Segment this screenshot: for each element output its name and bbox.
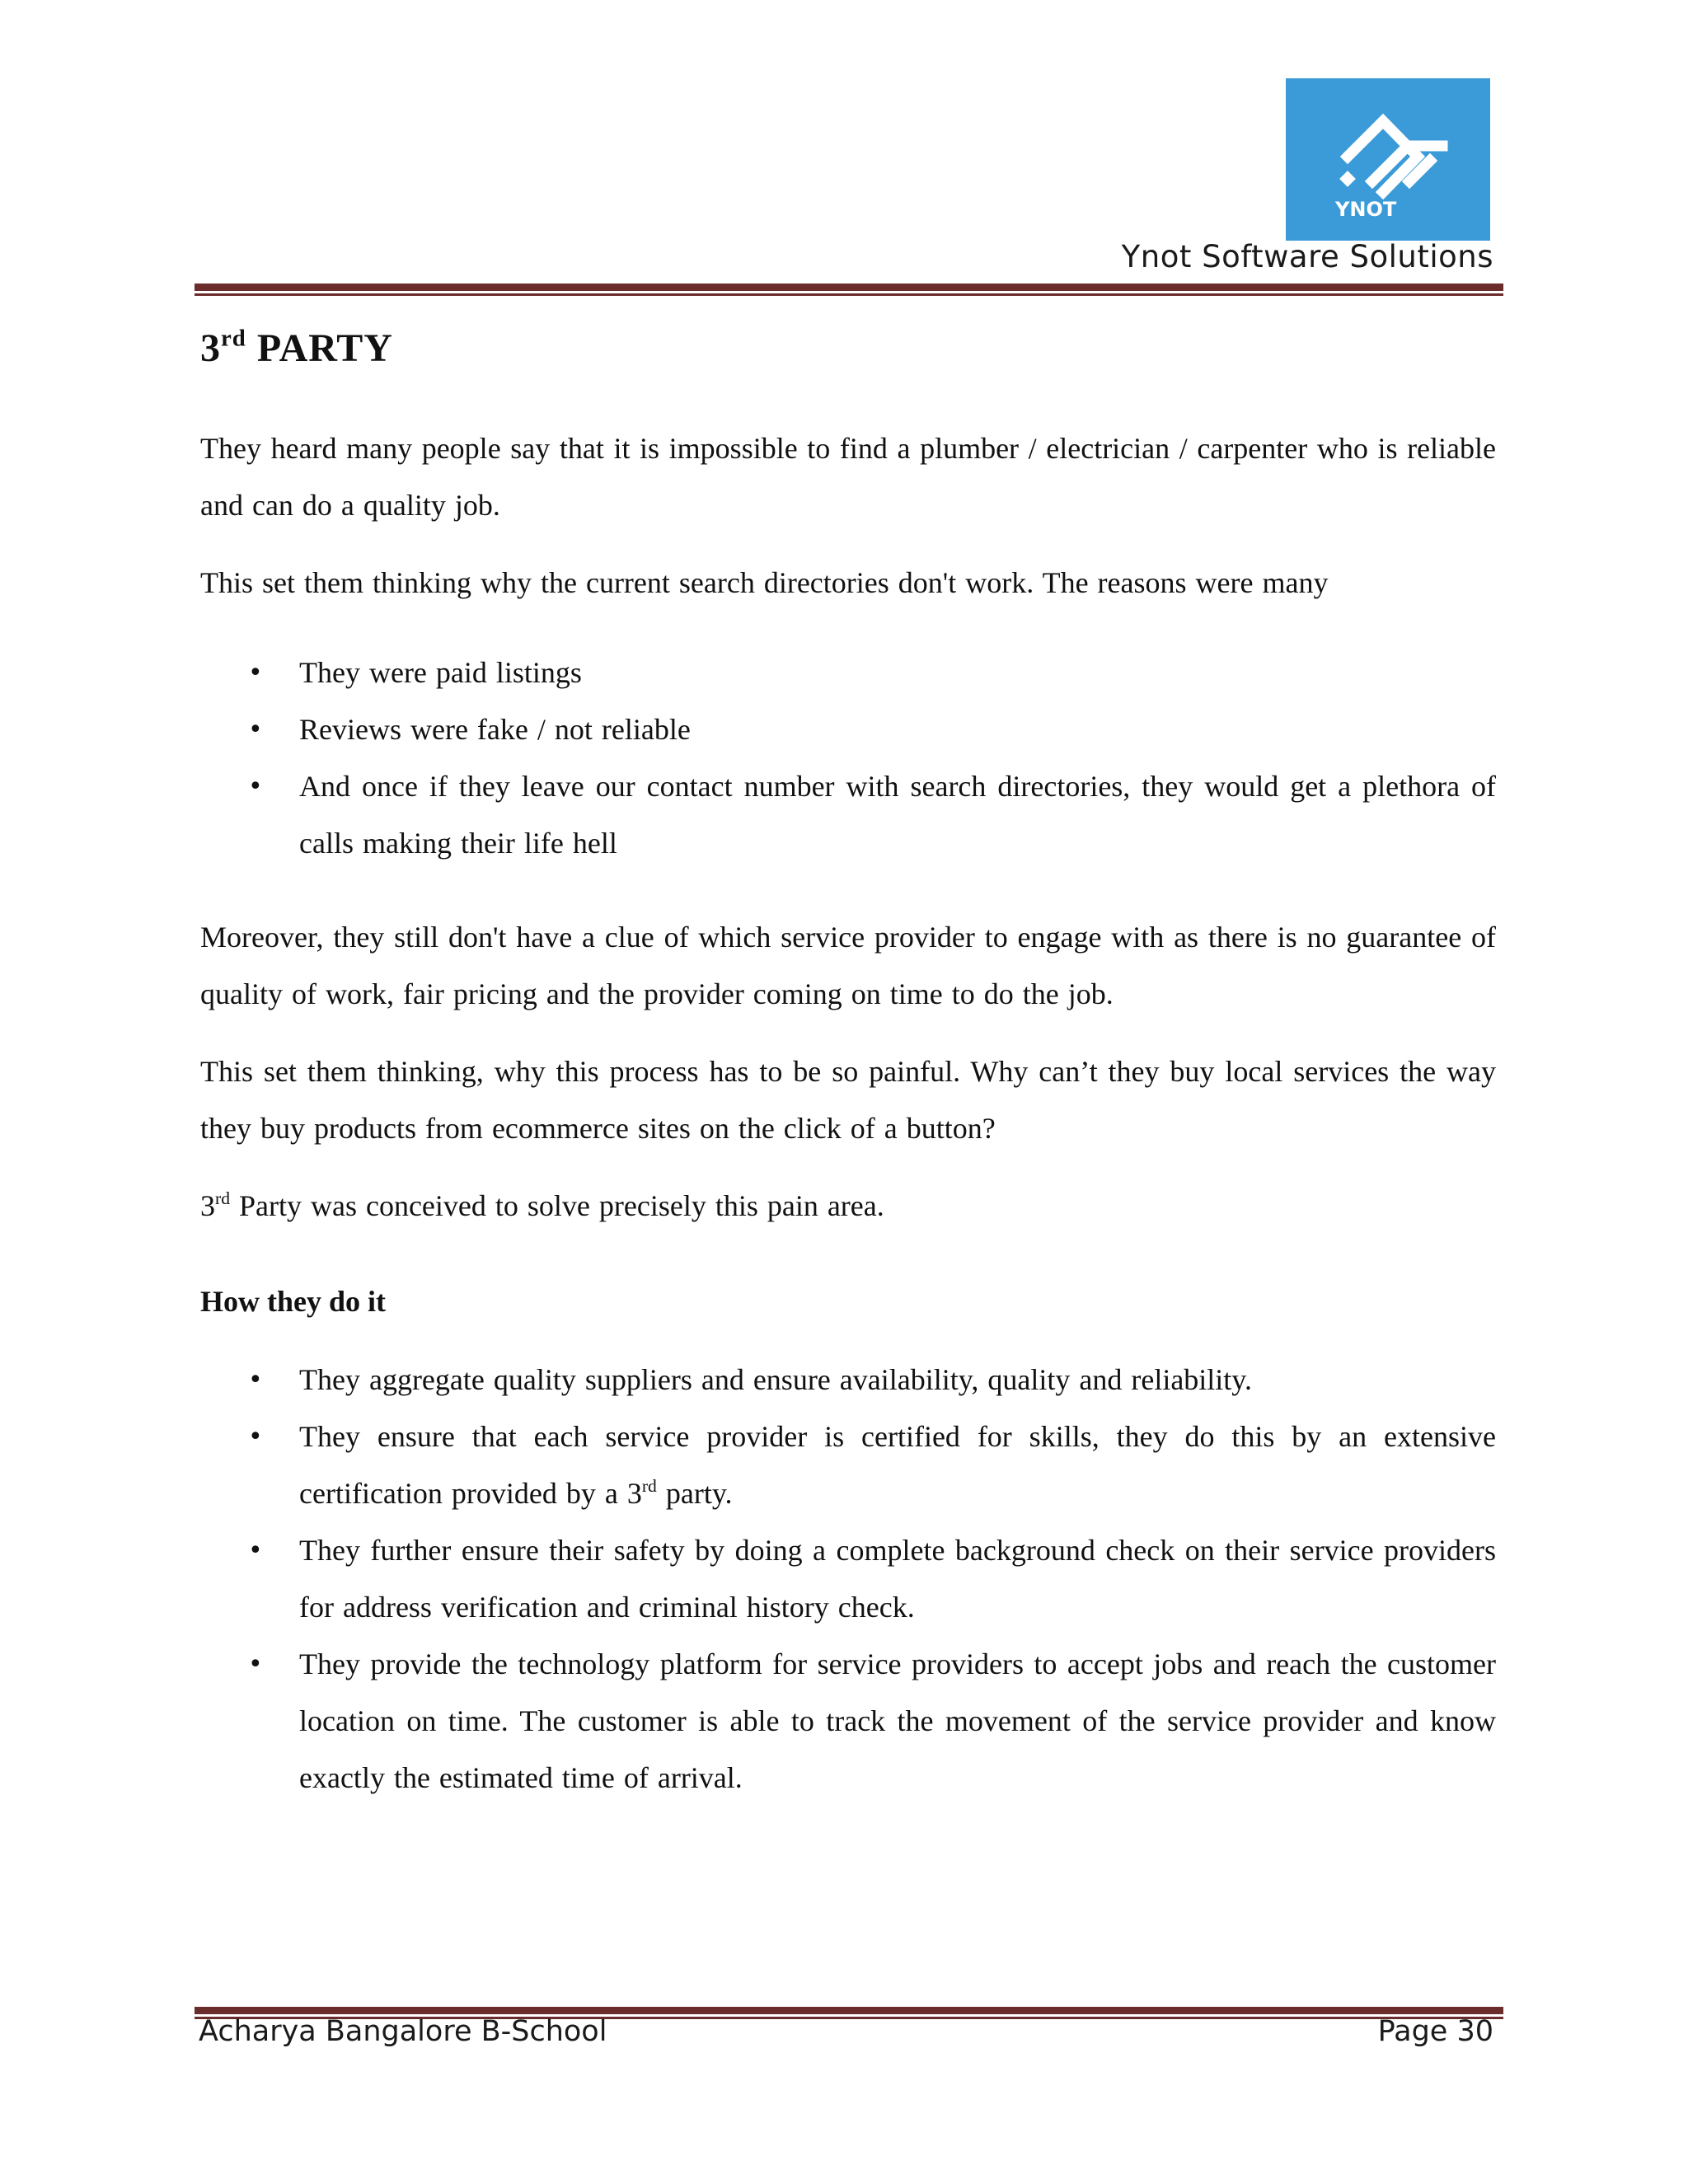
bullet-icon: • (248, 1650, 263, 1679)
reasons-list (200, 644, 1496, 872)
list-item: • They were paid listings (200, 644, 1496, 701)
header-company-name: Ynot Software Solutions (1121, 239, 1493, 274)
logo-text: YNOT (1335, 198, 1397, 221)
bullet-icon: • (248, 658, 263, 687)
intro-paragraph-2: This set them thinking why the current search directories don't work. The reasons were many (200, 566, 1329, 599)
bullet-icon: • (248, 1422, 263, 1451)
page-title: 3rd PARTY (200, 325, 393, 370)
header-rule (195, 284, 1503, 296)
bullet-icon: • (248, 1536, 263, 1565)
body-paragraph-2: This set them thinking, why this process has to be so painful. Why can’t they buy local services the way they buy products from ecommerce sites on the click of a button? (200, 1055, 1496, 1145)
list-item: • They further ensure their safety by doing a complete background check on their service providers for address verification and criminal history check. (200, 1522, 1496, 1636)
list-item: • They aggregate quality suppliers and ensure availability, quality and reliability. (200, 1352, 1496, 1408)
list-item: • And once if they leave our contact number with search directories, they would get a plethora of calls making their life hell (200, 758, 1496, 872)
section-heading: How they do it (200, 1285, 386, 1318)
list-item: • They provide the technology platform for service providers to accept jobs and reach the customer location on time. The customer is able to track the movement of the service provider and know exactly the estimated time of arrival. (200, 1636, 1496, 1807)
page-content (200, 326, 1496, 1844)
bullet-icon: • (248, 1366, 263, 1394)
company-logo (1286, 78, 1490, 241)
footer-school-name: Acharya Bangalore B-School (199, 2015, 607, 2048)
how-list (200, 1352, 1496, 1807)
intro-paragraph-1: They heard many people say that it is impossible to find a plumber / electrician / carpenter who is reliable and can do a quality job. (200, 432, 1496, 522)
list-item: • They ensure that each service provider is certified for skills, they do this by an extensive certification provided by a 3rd party. (200, 1408, 1496, 1522)
bullet-icon: • (248, 715, 263, 744)
page-number: Page 30 (1377, 2015, 1493, 2048)
list-item: • Reviews were fake / not reliable (200, 701, 1496, 758)
bullet-icon: • (248, 772, 263, 801)
body-paragraph-1: Moreover, they still don't have a clue of which service provider to engage with as there is no guarantee of quality of work, fair pricing and the provider coming on time to do the job. (200, 921, 1496, 1010)
conceived-paragraph: 3rd Party was conceived to solve precisely this pain area. (200, 1188, 884, 1222)
